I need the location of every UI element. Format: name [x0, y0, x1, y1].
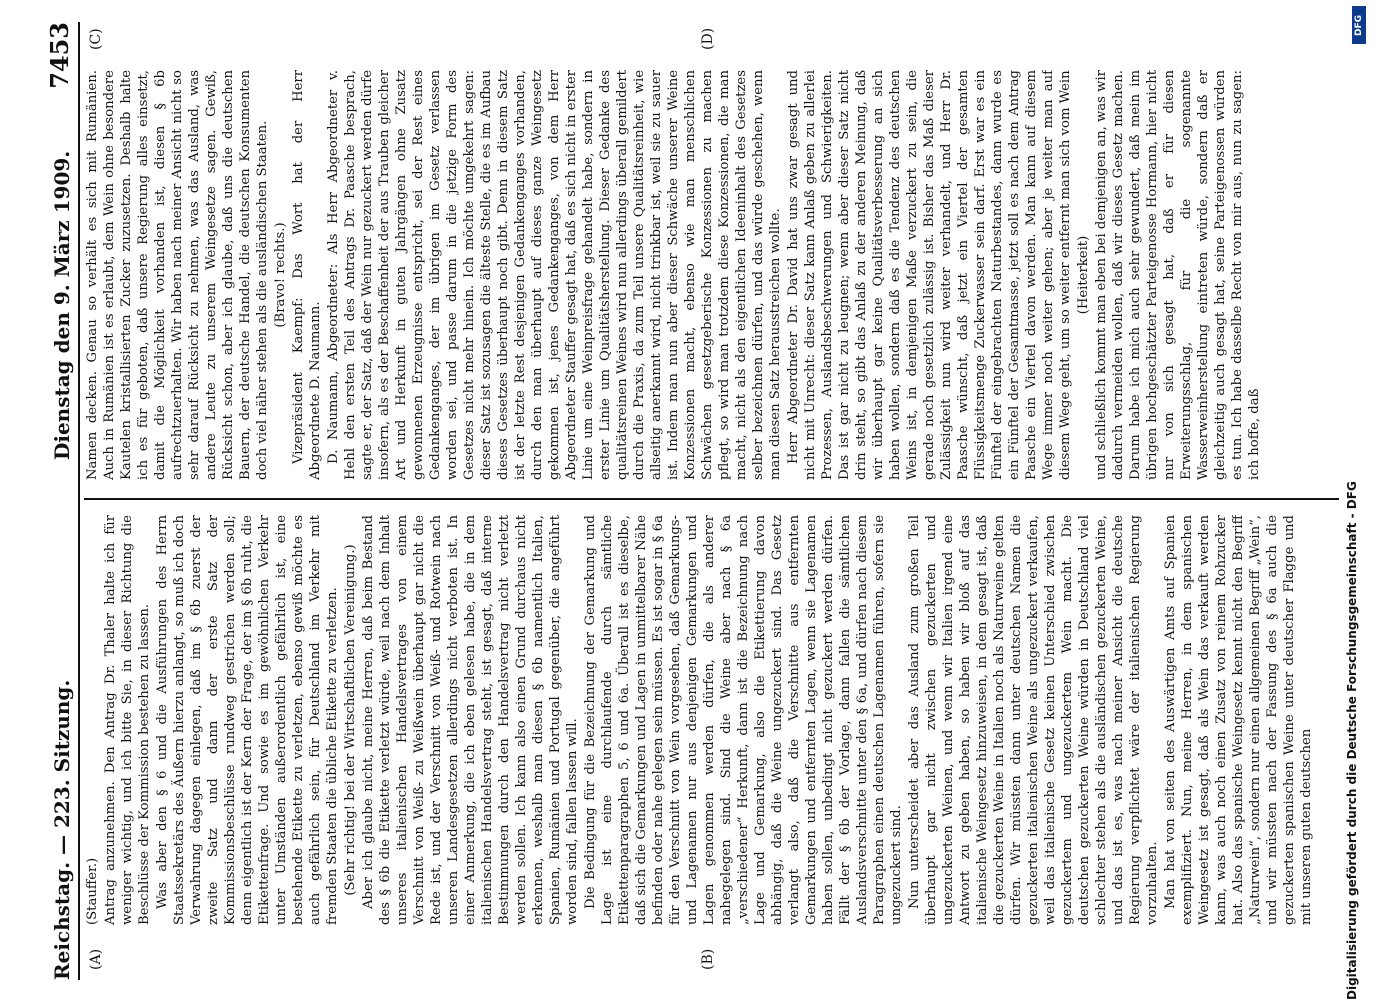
paragraph: Antrag anzunehmen. Den Antrag Dr. Thaler halte ich für weniger wichtig, und ich bitte Sie, in dieser Richtung die Beschlüsse der Kommission bestehen zu lassen.	[103, 515, 152, 925]
paragraph: Man hat von seiten des Auswärtigen Amts auf Spanien exemplifiziert. Nun, meine Herren, in dem spanischen Weingesetz ist gesagt, daß als Wein das verkauft werden kann, was auch noch einen Zusatz von reinem Rohzucker hat. Also das spanische Weingesetz kennt nicht den Begriff „Naturwein“, sondern nur einen allgemeinen Begriff „Wein“, und wir müssten nach der Fassung des § 6a auch die gezuckerten spanischen Weine unter deutscher Flagge und mit unseren guten deutschen	[1163, 515, 1314, 925]
digitization-credit: Digitalisierung gefördert durch die Deutsche Forschungsgemeinschaft - DFG	[1345, 481, 1359, 1000]
paragraph: Aber ich glaube nicht, meine Herren, daß beim Bestand des § 6b die Etikette verletzt würde, weil nach dem Inhalt unseres italienischen Handelsvertrages von einem Verschnitt von Weiß- zu Weißwein überhaupt gar nicht die Rede ist, und der Verschnitt von Weiß- und Rotwein nach unseren Landesgesetzen allerdings nicht verboten ist. In einer Anmerkung, die ich eben gelesen habe, die in dem italienischen Handelsvertrag steht, ist gesagt, daß interne Bestimmungen durch den Handelsvertrag nicht verletzt werden sollen. Ich kann also einen Grund durchaus nicht erkennen, weshalb man diesen § 6b namentlich Italien, Spanien, Rumänien und Portugal gegenüber, die angeführt worden sind, fallen lassen will.	[361, 515, 580, 925]
margin-marker-c: (C)	[88, 28, 104, 50]
column-divider	[84, 498, 1339, 500]
left-column	[84, 515, 1339, 925]
interjection: (Sehr richtig! bei der Wirtschaftlichen Vereinigung.)	[343, 544, 358, 896]
page-number: 7453	[45, 22, 74, 89]
interjection: (Heiterkeit)	[1076, 235, 1091, 315]
paragraph: (Stauffer.)	[85, 857, 100, 925]
header-date: Dienstag den 9. März 1909.	[50, 150, 74, 460]
paragraph: Vizepräsident Kaempf: Das Wort hat der Herr Abgeordnete D. Naumann.	[291, 70, 323, 480]
paragraph: Herr Abgeordneter Dr. David hat uns zwar gesagt und nicht mit Unrecht: dieser Satz kann Anlaß geben zu allerlei Prozessen, Auslandsbeschwerungen und Schwierigkeiten. Das ist gar nicht zu leugnen; wenn aber dieser Satz nicht drin steht, so gibt das Anlaß zu der anderen Meinung, daß wir überhaupt gar keine Qualitätsverbesserung an sich haben wollen, sondern daß es die Tendenz des deutschen Weins ist, in demjenigen Maße verzuckert zu sein, die gerade noch gesetzlich zulässig ist. Bisher das Maß dieser Zulässigkeit nun wird weiter verhandelt, und Herr Dr. Paasche wünscht, daß jetzt ein Viertel der gesamten Flüssigkeitsmenge Zuckerwasser sein darf. Erst war es ein Fünftel der eingebrachten Naturbestandes, dann wurde es ein Fünftel der Gesamtmasse, jetzt soll es nach dem Antrag Paasche ein Viertel davon werden. Man kann auf diesem Wege immer noch weiter gehen; aber je weiter man auf diesem Wege geht, um so weiter entfernt man sich vom Wein	[786, 70, 1073, 480]
paragraph: Was aber den § 6 und die Ausführungen des Herrn Staatssekretärs des Äußern hierzu anlangt, so muß ich doch Verwahrung dagegen einlegen, daß im § 6b zuerst der zweite Satz und dann der erste Satz der Kommissionsbeschlüsse rundweg gestrichen werden soll; denn eigentlich ist der Kern der Frage, der im § 6b ruht, die Etikettenfrage. Und sowie es im gewöhnlichen Verkehr unter Umständen außerordentlich gefährlich ist, eine bestehende Etikette zu verletzen, ebenso gewiß möchte es auch gefährlich sein, für Deutschland im Verkehr mit fremden Staaten die übliche Etikette zu verletzen.	[155, 515, 340, 925]
dfg-logo: DFG	[1352, 6, 1366, 44]
paragraph: und schließlich kommt man eben bei demjenigen an, was wir dadurch vermeiden wollen, daß wir dieses Gesetz machen. Darum habe ich mich auch sehr gewundert, daß mein im übrigen hochgeschätzter Parteigenosse Hormann, hier nicht nur von sich gesagt hat, daß er für diesen Erweiterungsschlag, für die sogenannte Wasserweinherstellung eintreten würde, sondern daß er gleichzeitig auch gesagt hat, seine Parteigenossen würden es tun. Ich habe dasselbe Recht von mir aus, nun zu sagen: ich hoffe, daß	[1094, 70, 1262, 480]
paragraph: D. Naumann, Abgeordneter: Als Herr Abgeordneter v. Hehl den ersten Teil des Antrags Dr. Paasche besprach, sagte er, der Satz, daß der Wein nur gezuckert werden dürfe insofern, als es der Beschaffenheit der aus Trauben gleicher Art und Herkunft in guten Jahrgängen ohne Zusatz gewonnenen Erzeugnisse entspricht, sei der Rest eines Gedankenganges, der im übrigen im Gesetz verlassen worden sei, und passe darum in die jetzige Form des Gesetzes nicht mehr hinein. Ich möchte umgekehrt sagen: dieser Satz ist sozusagen die älteste Stelle, die es im Aufbau dieses Gesetzes überhaupt noch gibt. Denn in diesem Satz ist der letzte Rest desjenigen Gedankenganges vorhanden, durch den man überhaupt auf dieses ganze Weingesetz gekommen ist, jenes Gedankenganges, von dem Herr Abgeordneter Stauffer gesagt hat, daß es sich nicht in erster Linie um eine Weinpreisfrage gehandelt habe, sondern in erster Linie um Qualitätsherstellung. Dieser Gedanke des qualitätsreinen Weines wird nun allerdings überall gemildert durch die Praxis, da zum Teil unsere Qualitätsreinheit, wie allseitig anerkannt wird, nicht trinkbar ist, weil sie zu sauer ist. Indem man nun aber dieser Schwäche unserer Weine Konzessionen macht, ebenso wie man menschlichen Schwächen gesetzgeberische Konzessionen zu machen pflegt, so wird man trotzdem diese Konzessionen, die man macht, nicht als den eigentlichen Ideeninhalt des Gesetzes selber bezeichnen dürfen, und das würde geschehen, wenn man diesen Satz herausstreichen wollte.	[326, 70, 783, 480]
header-session: Reichstag. — 223. Sitzung.	[50, 679, 74, 980]
margin-marker-a: (A)	[88, 948, 104, 970]
running-header	[38, 22, 80, 980]
paragraph: Nun unterscheidet aber das Ausland zum großen Teil überhaupt gar nicht zwischen gezuckerten und ungezuckerten Weinen, und wenn wir Italien irgend eine Antwort zu geben haben, so haben wir bloß auf das italienische Weingesetz hinzuweisen, in dem gesagt ist, daß die gezuckerten Weine in Italien noch als Naturweine gelten dürfen. Wir müssten dann unter deutschen Namen die gezuckerten italienischen Weine als ungezuckert verkaufen, weil das italienische Gesetz keinen Unterschied zwischen gezuckertem und ungezuckertem Wein macht. Die deutschen gezuckerten Weine würden in Deutschland viel schlechter stehen als die ausländischen gezuckerten Weine, und das ist es, was nach meiner Ansicht die deutsche Regierung verpflichtet wäre der italienischen Regierung vorzuhalten.	[907, 515, 1160, 925]
paragraph: Namen decken. Genau so verhält es sich mit Rumänien. Auch in Rumänien ist es erlaubt, dem Wein ohne besondere Kautelen kristallisierten Zucker zuzusetzen. Deshalb halte ich es für geboten, daß unsere Regierung alles einsetzt, damit die Möglichkeit vorhanden ist, diesen § 6b aufrechtzuerhalten. Wir haben nach meiner Ansicht nicht so sehr darauf Rücksicht zu nehmen, was das Ausland, was andere Leute zu unserem Weingesetze sagen. Gewiß, Rücksicht schon, aber ich glaube, daß uns die deutschen Bauern, der deutsche Handel, die deutschen Konsumenten doch viel näher stehen als die ausländischen Staaten.	[85, 70, 270, 480]
right-column	[84, 70, 1339, 480]
interjection: (Bravo! rechts.)	[273, 222, 288, 328]
margin-marker-b: (B)	[700, 948, 716, 970]
paragraph: Die Bedingung für die Bezeichnung der Gemarkung und Lage ist eine durchlaufende durch sämtliche Etikettenparagraphen 5, 6 und 6a. Überall ist es dieselbe, daß sich die Gemarkungen und Lagen in unmittelbarer Nähe befinden oder nahe gelegen sein müssen. Es ist sogar in § 6a für den Verschnitt von Wein vorgesehen, daß Gemarkungs- und Lagenamen nur aus denjenigen Gemarkungen und Lagen genommen werden dürfen, die als anderer nahegelegen sind. Sind die Weine aber nach § 6a „verschiedener“ Herkunft, dann ist die Bezeichnung nach Lage und Gemarkung, also die Etikettierung davon abhängig, daß die Weine ungezuckert sind. Das Gesetz verlangt also, daß die Verschnitte aus entfernten Gemarkungen und entfernten Lagen, wenn sie Lagenamen haben sollen, unbedingt nicht gezuckert werden dürfen. Fällt der § 6b der Vorlage, dann fallen die sämtlichen Auslandsverschnitte unter den § 6a, und dürfen nach diesem Paragraphen einen deutschen Lagenamen führen, sofern sie ungezuckert sind.	[583, 515, 904, 925]
margin-marker-d: (D)	[700, 27, 716, 50]
